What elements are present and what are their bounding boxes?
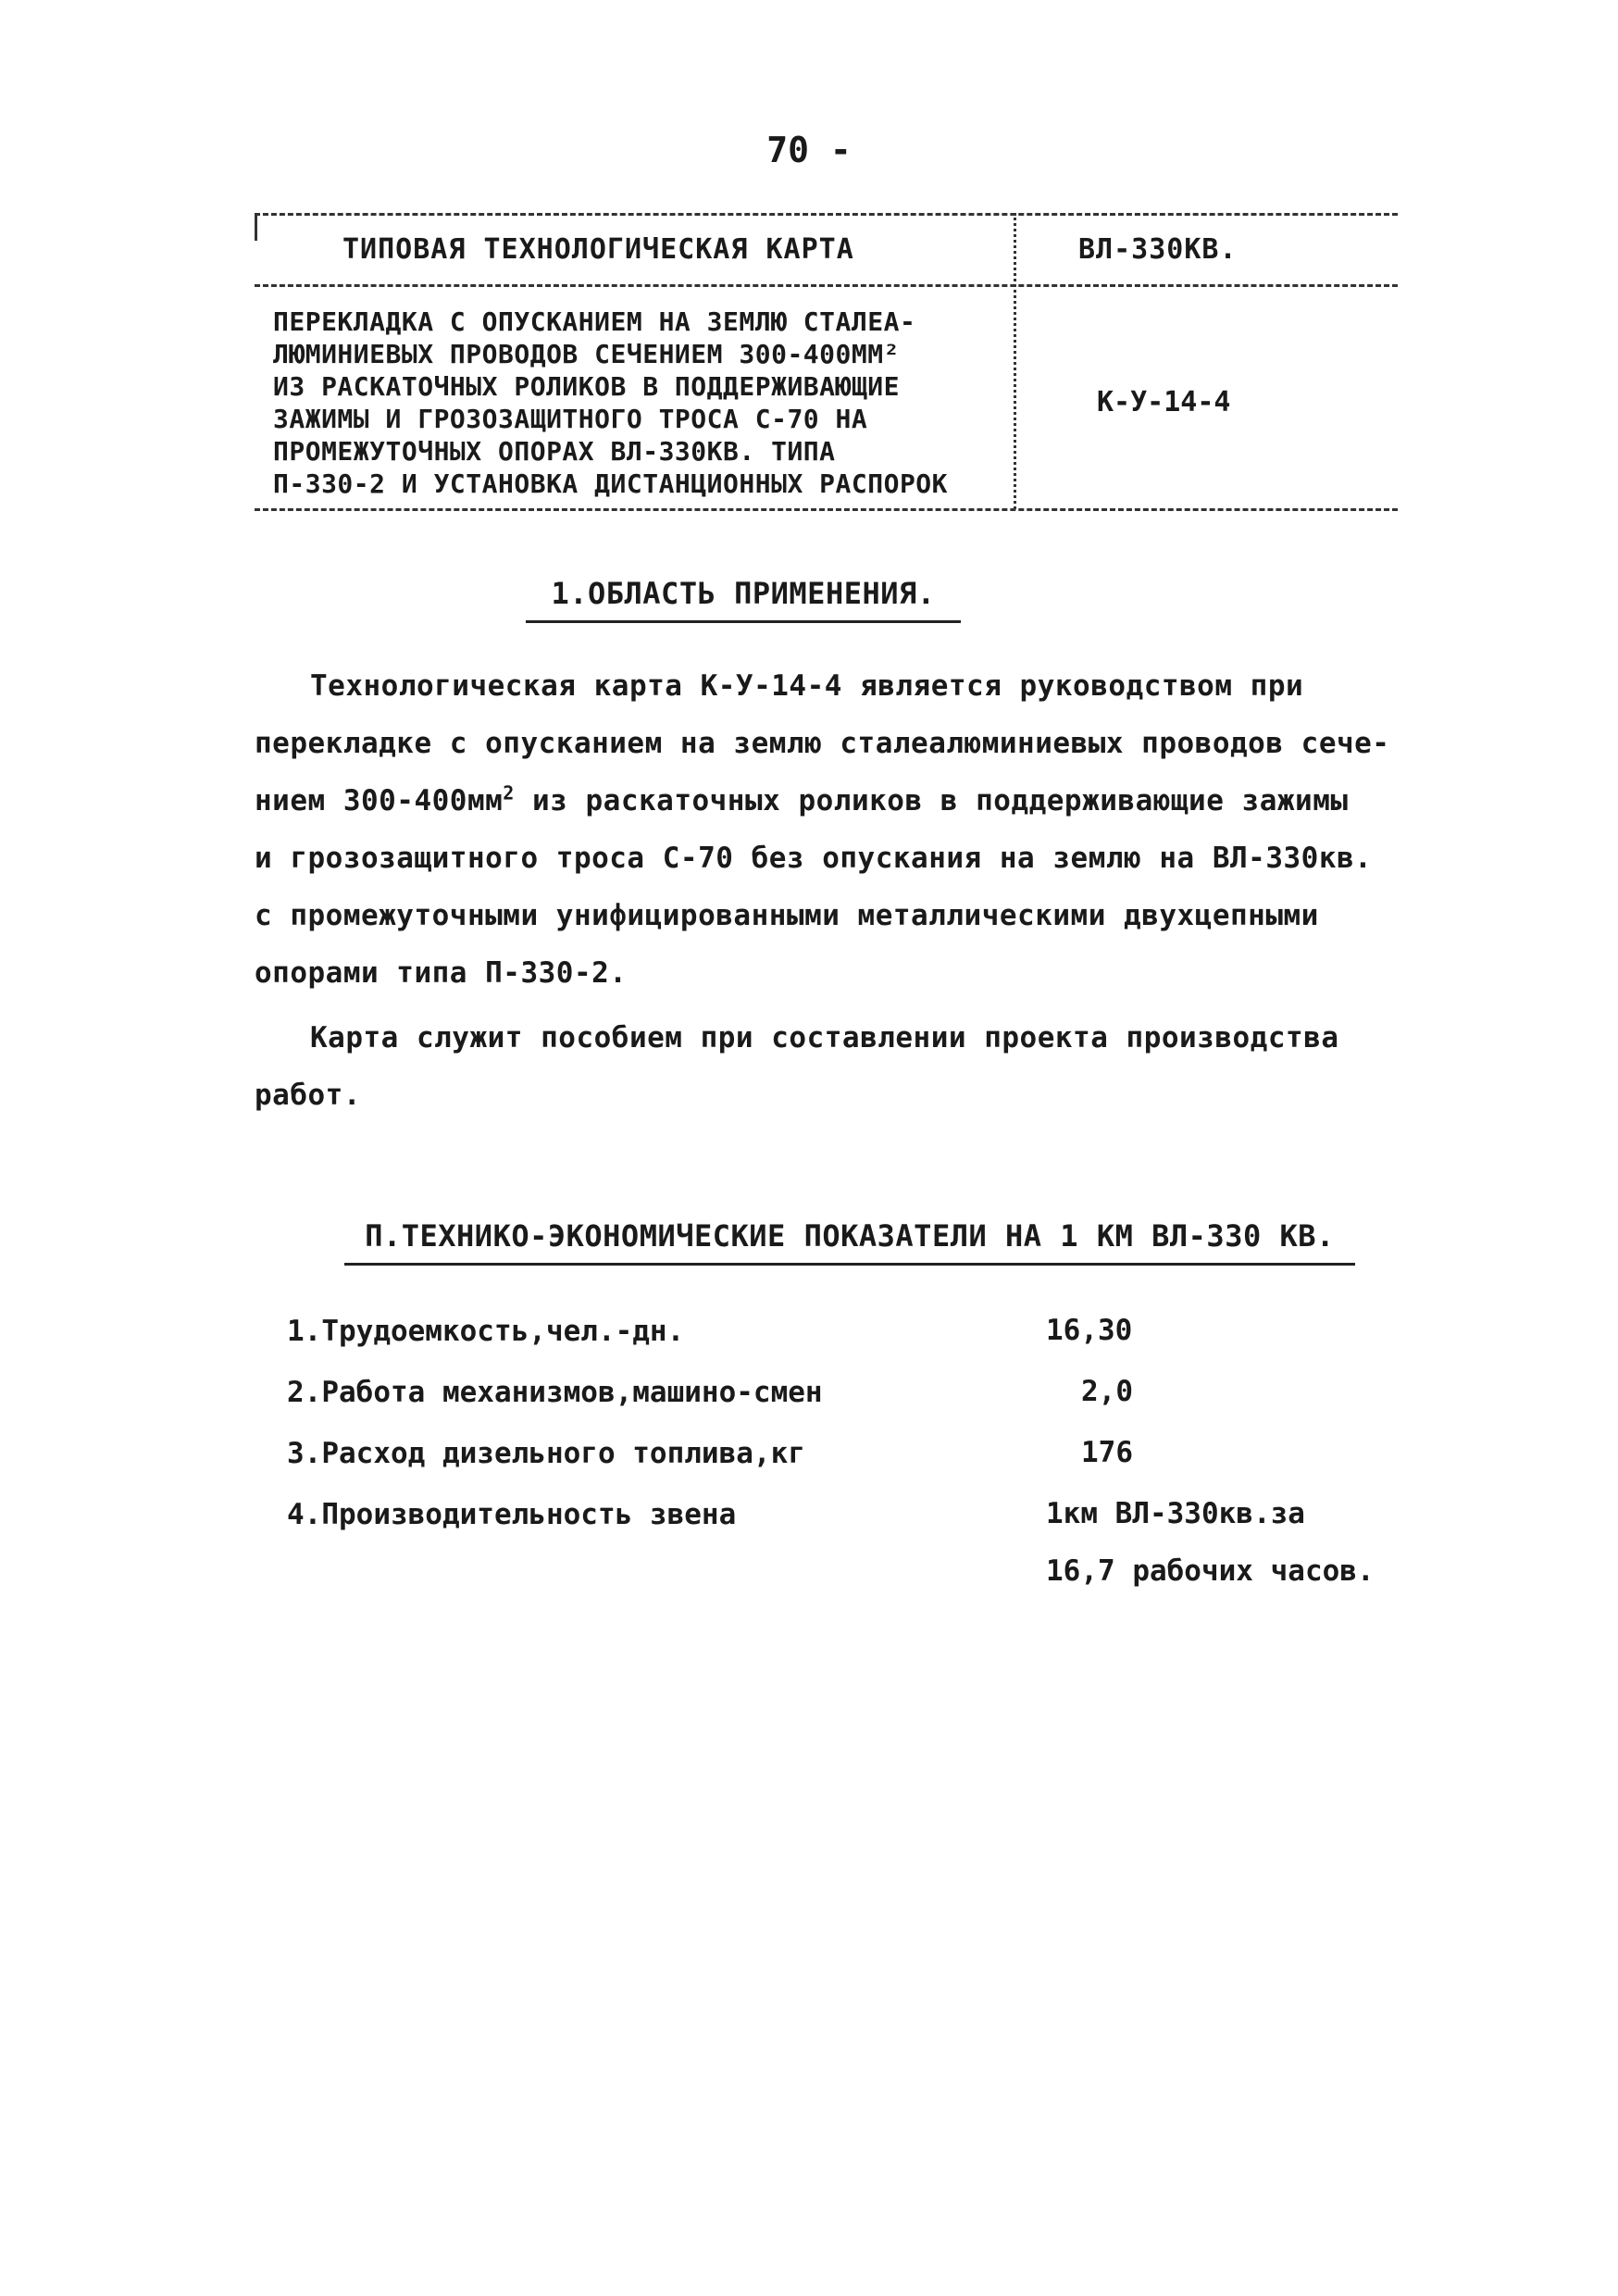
- page-number: 70 -: [766, 130, 852, 170]
- paragraph-line: с промежуточными унифицированными металлическими двухцепными: [255, 899, 1319, 932]
- header-description-line: ПРОМЕЖУТОЧНЫХ ОПОРАХ ВЛ-330КВ. ТИПА: [273, 436, 836, 467]
- header-table: [255, 206, 1398, 516]
- section1-paragraph2: [255, 1009, 1407, 1124]
- section2-title: П.ТЕХНИКО-ЭКОНОМИЧЕСКИЕ ПОКАЗАТЕЛИ НА 1 КМ ВЛ-330 КВ.: [344, 1218, 1355, 1266]
- indicator-value: [1046, 1485, 1375, 1600]
- section1-paragraph1: [255, 657, 1407, 1002]
- section1-title: 1.ОБЛАСТЬ ПРИМЕНЕНИЯ.: [526, 576, 961, 623]
- header-column-divider: [1014, 213, 1016, 509]
- indicator-value-line: 1км ВЛ-330кв.за: [1046, 1497, 1305, 1530]
- header-description: [273, 306, 1004, 500]
- paragraph-line-part: нием 300-400мм: [255, 784, 504, 817]
- indicator-row: [287, 1376, 1416, 1437]
- paragraph-line: и грозозащитного троса С-70 без опускания на землю на ВЛ-330кв.: [255, 842, 1373, 875]
- header-bottom-rule: [255, 508, 1398, 511]
- indicator-label: 4.Производительность звена: [287, 1498, 737, 1531]
- indicator-label: 2.Работа механизмов,машино-смен: [287, 1376, 823, 1409]
- header-description-line: ЛЮМИНИЕВЫХ ПРОВОДОВ СЕЧЕНИЕМ 300-400ММ²: [273, 339, 900, 369]
- superscript-2: 2: [503, 781, 515, 805]
- header-top-rule: [255, 213, 1398, 216]
- paragraph-line: работ.: [255, 1079, 361, 1112]
- indicator-row: [287, 1315, 1416, 1376]
- paragraph-line-part: из раскаточных роликов в поддерживающие зажимы: [514, 784, 1349, 817]
- header-middle-rule: [255, 284, 1398, 287]
- paragraph-line: Технологическая карта К-У-14-4 является руководством при: [310, 669, 1304, 703]
- indicators-list: [287, 1315, 1416, 1618]
- header-corner-mark: [255, 213, 257, 241]
- indicator-row: [287, 1498, 1416, 1618]
- paragraph-line: опорами типа П-330-2.: [255, 956, 628, 990]
- indicator-value-line: 16,7 рабочих часов.: [1046, 1554, 1375, 1588]
- header-description-line: ЗАЖИМЫ И ГРОЗОЗАЩИТНОГО ТРОСА С-70 НА: [273, 404, 868, 434]
- header-card-code: К-У-14-4: [1097, 386, 1231, 418]
- indicator-value: 176: [1081, 1436, 1133, 1469]
- header-description-line: ПЕРЕКЛАДКА С ОПУСКАНИЕМ НА ЗЕМЛЮ СТАЛЕА-: [273, 306, 916, 337]
- indicator-value: 2,0: [1081, 1375, 1133, 1408]
- indicator-label: 1.Трудоемкость,чел.-дн.: [287, 1315, 685, 1348]
- indicator-value: 16,30: [1046, 1314, 1133, 1347]
- indicator-label: 3.Расход дизельного топлива,кг: [287, 1437, 805, 1470]
- paragraph-line: Карта служит пособием при составлении проекта производства: [310, 1021, 1339, 1054]
- header-description-line: П-330-2 И УСТАНОВКА ДИСТАНЦИОННЫХ РАСПОРОК: [273, 468, 949, 499]
- paragraph-line: перекладке с опусканием на землю сталеалюминиевых проводов сече-: [255, 727, 1390, 760]
- paragraph-line: [255, 772, 1407, 830]
- header-title: ТИПОВАЯ ТЕХНОЛОГИЧЕСКАЯ КАРТА: [342, 233, 854, 266]
- header-description-line: ИЗ РАСКАТОЧНЫХ РОЛИКОВ В ПОДДЕРЖИВАЮЩИЕ: [273, 371, 900, 402]
- header-line-code: ВЛ-330КВ.: [1078, 233, 1238, 266]
